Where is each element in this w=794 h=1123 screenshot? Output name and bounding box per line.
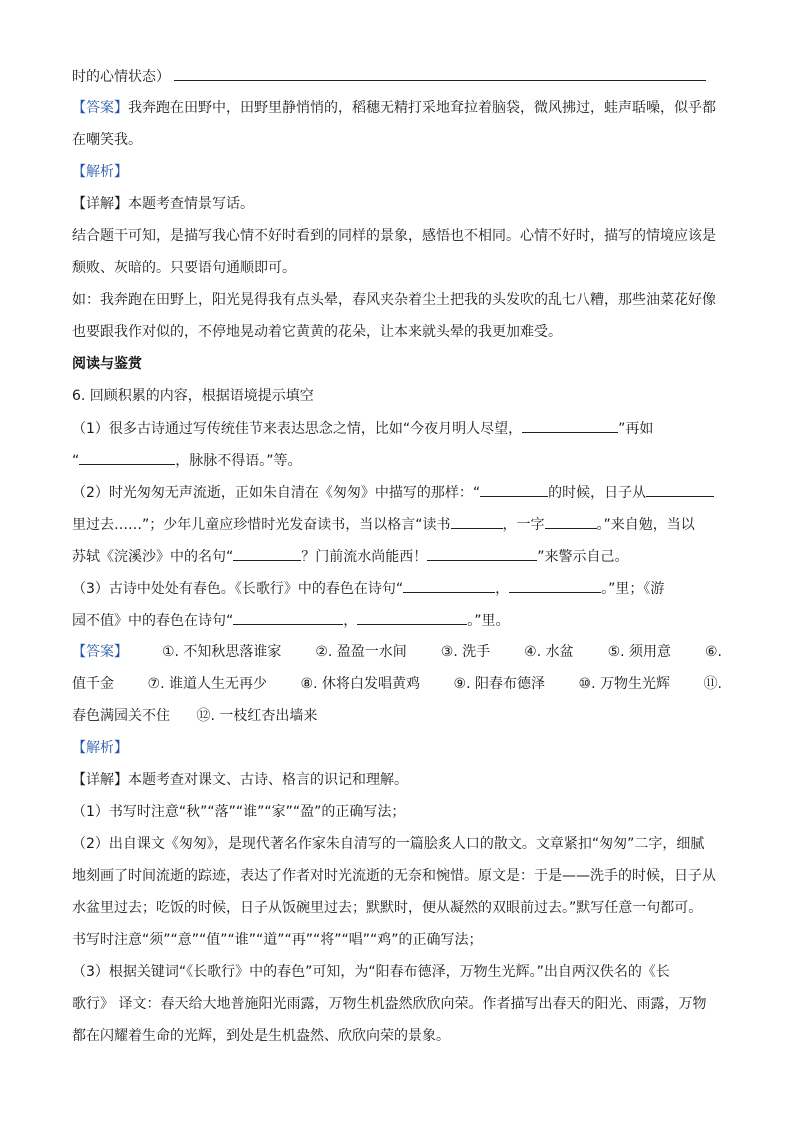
q6-detail-text: （3）根据关键词“《长歌行》中的春色”可知，为“阳春布德泽，万物生光辉。”出自两汉佚名的《长 [72, 964, 670, 980]
q6-detail-text: （2）出自课文《匆匆》，是现代著名作家朱自清写的一篇脍炙人口的散文。文章紧扣“匆匆”二字，细腻 [72, 836, 705, 852]
q6-detail-text: 都在闪耀着生命的光辉，到处是生机盎然、欣欣向荣的景象。 [72, 1028, 450, 1044]
q5-example: 如：我奔跑在田野上，阳光晃得我有点头晕，春风夹杂着尘土把我的头发吹的乱七八糟，那些油菜花好像 [72, 292, 716, 308]
blank [522, 418, 618, 433]
question-stem: 6. 回顾积累的内容，根据语境提示填空 [72, 388, 314, 404]
answer-item: ①. 不知秋思落谁家 [161, 644, 282, 660]
q6-part3-cont: 园不值》中的春色在诗句“ ， 。”里。 [72, 610, 722, 630]
q5-detail: 【详解】本题考查情景写话。 [72, 196, 254, 212]
answer-item: ⑫. 一枝红杏出墙来 [196, 708, 318, 724]
answer-item: 值千金 [72, 676, 114, 692]
answer-item: ④. 水盆 [524, 644, 574, 660]
answer-item: ⑦. 谁道人生无再少 [147, 676, 267, 692]
blank [480, 482, 548, 497]
blank [357, 610, 467, 625]
blank [233, 546, 301, 561]
answer-item: ⑪. [703, 676, 722, 692]
q5-example: 也要跟我作对似的，不停地晃动着它黄黄的花朵，让本来就头晕的我更加难受。 [72, 324, 562, 340]
q6-detail-text: 书写时注意“须”“意”“值”“谁”“道”“再”“将”“唱”“鸡”的正确写法； [72, 932, 483, 948]
answer-item: ⑥. [704, 644, 722, 660]
section-title: 阅读与鉴赏 [72, 356, 142, 372]
analysis-tag: 【解析】 [72, 740, 128, 756]
q6-part1: （1）很多古诗通过写传统佳节来表达思念之情，比如“今夜月明人尽望， ”再如 [72, 418, 722, 438]
q6-answers-row3 [72, 706, 722, 726]
answer-item: ⑨. 阳春布德泽 [453, 676, 545, 692]
q5-line-end: 时的心情状态） [72, 66, 722, 86]
detail-tag: 【详解】 [72, 196, 128, 212]
blank [233, 610, 343, 625]
detail-tag: 【详解】 [72, 772, 128, 788]
q6-part2-cont: 里过去……”；少年儿童应珍惜时光发奋读书，当以格言“读书 ，一字 。”来自勉，当以 [72, 514, 722, 534]
answer-tag: 【答案】 [72, 644, 128, 660]
q5-detail-text: 颓败、灰暗的。只要语句通顺即可。 [72, 260, 296, 276]
blank [427, 546, 537, 561]
answer-tag: 【答案】 [72, 100, 128, 116]
q6-detail-text: 水盆里过去；吃饭的时候，日子从饭碗里过去；默默时，便从凝然的双眼前过去。”默写任意一句都可。 [72, 900, 703, 916]
answer-item: ⑧. 休将白发唱黄鸡 [300, 676, 420, 692]
q6-part2-cont: 苏轼《浣溪沙》中的名句“ ？门前流水尚能西！ ”来警示自己。 [72, 546, 722, 566]
q6-detail: 【详解】本题考查对课文、古诗、格言的识记和理解。 [72, 772, 408, 788]
blank [509, 578, 601, 593]
blank [646, 482, 714, 497]
q6-part3: （3）古诗中处处有春色。《长歌行》中的春色在诗句“ ， 。”里；《游 [72, 578, 722, 598]
blank [79, 450, 175, 465]
answer-item: ③. 洗手 [440, 644, 491, 660]
analysis-tag: 【解析】 [72, 164, 128, 180]
answer-item: ⑤. 须用意 [607, 644, 672, 660]
answer-item: ②. 盈盈一水间 [315, 644, 407, 660]
blank [545, 514, 597, 529]
blank [451, 514, 503, 529]
answer-blank [174, 66, 706, 81]
q6-detail-text: 歌行》 译文：春天给大地普施阳光雨露，万物生机盎然欣欣向荣。作者描写出春天的阳光、雨露，万物 [72, 996, 707, 1012]
q6-answers-row2 [72, 674, 722, 694]
q5-answer-cont: 在嘲笑我。 [72, 132, 142, 148]
answer-item: ⑩. 万物生光辉 [578, 676, 670, 692]
q5-answer: 【答案】我奔跑在田野中，田野里静悄悄的，稻穗无精打采地耷拉着脑袋，微风拂过，蛙声聒噪，似乎都 [72, 100, 716, 116]
q6-answers-row1 [72, 642, 722, 662]
q5-detail-text: 结合题干可知，是描写我心情不好时看到的同样的景象，感悟也不相同。心情不好时，描写的情境应该是 [72, 228, 716, 244]
q6-part2: （2）时光匆匆无声流逝，正如朱自清在《匆匆》中描写的那样：“ 的时候，日子从 [72, 482, 722, 502]
blank [403, 578, 495, 593]
q6-detail-text: （1）书写时注意“秋”“落”“谁”“家”“盈”的正确写法； [72, 804, 406, 820]
q6-detail-text: 地刻画了时间流逝的踪迹，表达了作者对时光流逝的无奈和惋惜。原文是：于是——洗手的时候，日子从 [72, 868, 716, 884]
answer-item: 春色满园关不住 [72, 708, 170, 724]
q6-part1-cont: “ ，脉脉不得语。”等。 [72, 450, 722, 470]
